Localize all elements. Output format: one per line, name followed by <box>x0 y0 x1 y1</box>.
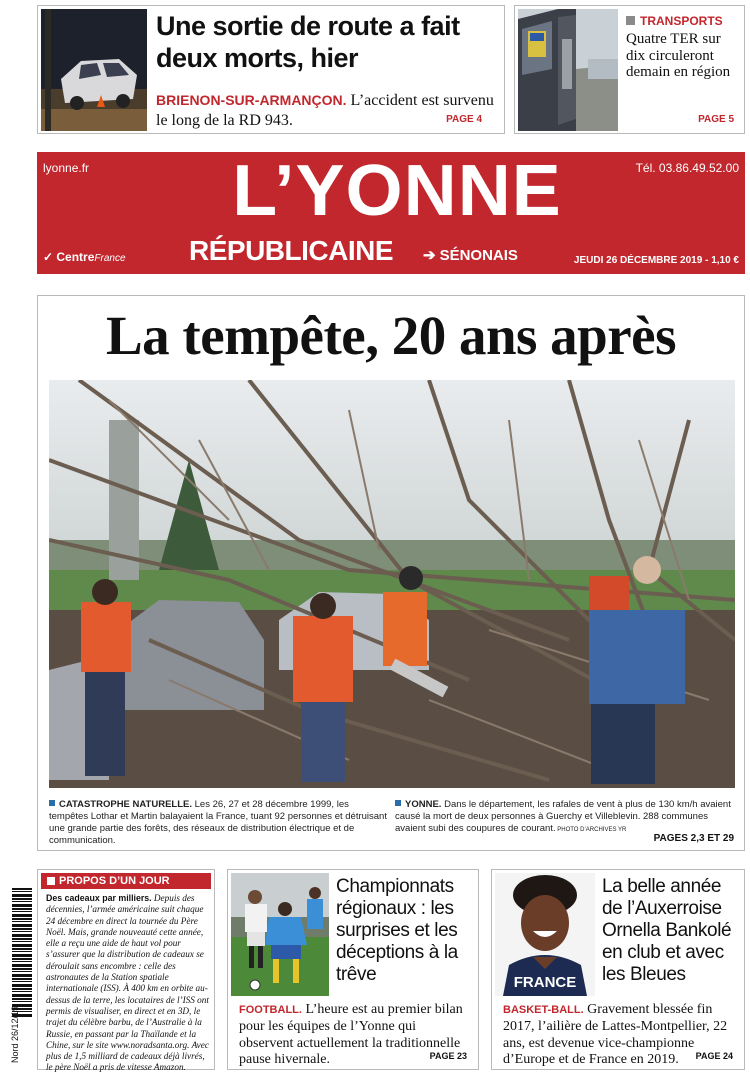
jersey-text: FRANCE <box>513 974 577 991</box>
barcode-edition-text: Nord 26/12/19 <box>10 1005 20 1063</box>
accident-photo <box>41 9 147 131</box>
column-body: Depuis des décennies, l’armée américaine suit chaque 24 décembre en direct la tournée du Père Noël. Mais, grande nouveauté cette année, elle a reçu une aide de haut vol pour s’assurer que la distribution de cadeaux se déroulait sans encombre : celle des astronautes de la Station spatiale internationale (ISS). À 400 km en orbite au-dessus de la terre, les locataires de l’ISS ont permis de visualiser, en direct et en 3D, le trajet du célèbre barbu, de l’Australie à la Russie, en passant par la Thaïlande et la Chine, sur le site www.noradsanta.org. Avec plus de 1,5 milliard de cadeaux déjà livrés, le père Noël a pris de vitesse Amazon. <box>46 893 209 1073</box>
player-illustration <box>495 873 595 996</box>
photo-credit: PHOTO D’ARCHIVES YR <box>555 827 627 833</box>
caption-square-icon <box>395 800 401 806</box>
masthead-website[interactable]: lyonne.fr <box>43 161 90 175</box>
column-text <box>46 893 210 1074</box>
barcode-stripes <box>12 888 32 1018</box>
football-kicker: FOOTBALL. <box>239 1004 302 1016</box>
teaser-page-ref: PAGE 5 <box>698 114 734 125</box>
masthead-telephone: Tél. 03.86.49.52.00 <box>635 161 739 175</box>
teaser-headline: Une sortie de route a fait deux morts, hier <box>156 11 460 73</box>
caption-text: Dans le département, les rafales de vent à plus de 130 km/h avaient causé la mort de deux personnes à Guerchy et Villeblevin. 288 communes avaient subi des coupures de courant. <box>395 799 731 834</box>
edition-label <box>423 246 518 264</box>
train-photo <box>518 9 618 131</box>
caption-square-icon <box>49 800 55 806</box>
basket-kicker: BASKET-BALL. <box>503 1004 584 1016</box>
fallen-tree-illustration <box>49 380 735 788</box>
caption-left <box>49 799 389 847</box>
brand-suffix: France <box>94 253 126 264</box>
centre-france-logo <box>43 250 126 264</box>
barcode <box>10 888 34 1068</box>
teaser-page-ref: PAGE 4 <box>446 114 482 125</box>
propos-dun-jour[interactable] <box>37 869 215 1073</box>
newspaper-subtitle: RÉPUBLICAINE <box>189 235 394 266</box>
caption-right <box>395 799 731 836</box>
brand-name: Centre <box>56 250 95 264</box>
storm-photo <box>49 380 735 788</box>
caption-text: Les 26, 27 et 28 décembre 1999, les tempêtes Lothar et Martin balayaient la France, tuant 92 personnes et détruisant une grande partie des forêts, des réseaux de distribution électrique et de communication. <box>49 799 387 846</box>
column-label-text: PROPOS D’UN JOUR <box>59 875 170 887</box>
main-headline: La tempête, 20 ans après <box>105 305 676 366</box>
basket-page-ref: PAGE 24 <box>695 1051 733 1061</box>
basketball-story[interactable] <box>491 869 745 1070</box>
caption-kicker: YONNE. <box>405 799 442 810</box>
football-page-ref: PAGE 23 <box>429 1051 467 1061</box>
teaser-accident[interactable] <box>37 5 505 134</box>
arrow-right-icon: ➔ <box>423 247 436 264</box>
football-players-illustration <box>231 873 329 996</box>
edition-name: SÉNONAIS <box>439 247 518 264</box>
teaser-text: Quatre TER sur dix circuleront demain en région <box>626 31 731 80</box>
newspaper-title: L’YONNE <box>232 151 562 231</box>
basket-headline: La belle année de l’Auxerroise Ornella Bankolé en club et avec les Bleues <box>602 876 732 985</box>
football-story[interactable] <box>227 869 479 1070</box>
basket-text: Gravement blessée fin 2017, l’ailière de Lattes-Montpellier, 22 ans, est devenue vice-championne d’Europe et de France en 2019. <box>503 1002 728 1068</box>
main-story[interactable] <box>37 295 745 851</box>
main-page-ref: PAGES 2,3 ET 29 <box>653 833 734 844</box>
teaser-text: L’accident est survenu le long de la RD 943. <box>156 92 494 129</box>
football-headline: Championnats régionaux : les surprises et les déceptions à la trêve <box>336 876 458 985</box>
wrecked-car-illustration <box>41 9 147 131</box>
player-portrait <box>495 873 595 996</box>
masthead <box>37 152 745 274</box>
football-text: L’heure est au premier bilan pour les équipes de l’Yonne qui observent actuellement la traditionnelle pause hivernale. <box>239 1002 463 1068</box>
teaser-kicker <box>626 14 723 28</box>
column-label <box>41 873 211 889</box>
football-photo <box>231 873 329 996</box>
brand-swirl-icon: ✓ <box>43 250 57 264</box>
teaser-transports[interactable] <box>514 5 745 134</box>
caption-kicker: CATASTROPHE NATURELLE. <box>59 799 192 810</box>
label-square-icon <box>47 877 55 885</box>
teaser-kicker: BRIENON-SUR-ARMANÇON. <box>156 92 347 108</box>
train-illustration <box>518 9 618 131</box>
column-lead: Des cadeaux par milliers. <box>46 893 152 903</box>
section-square-icon <box>626 16 635 25</box>
issue-date-price: JEUDI 26 DÉCEMBRE 2019 - 1,10 € <box>573 255 739 266</box>
kicker-label: TRANSPORTS <box>640 14 723 28</box>
